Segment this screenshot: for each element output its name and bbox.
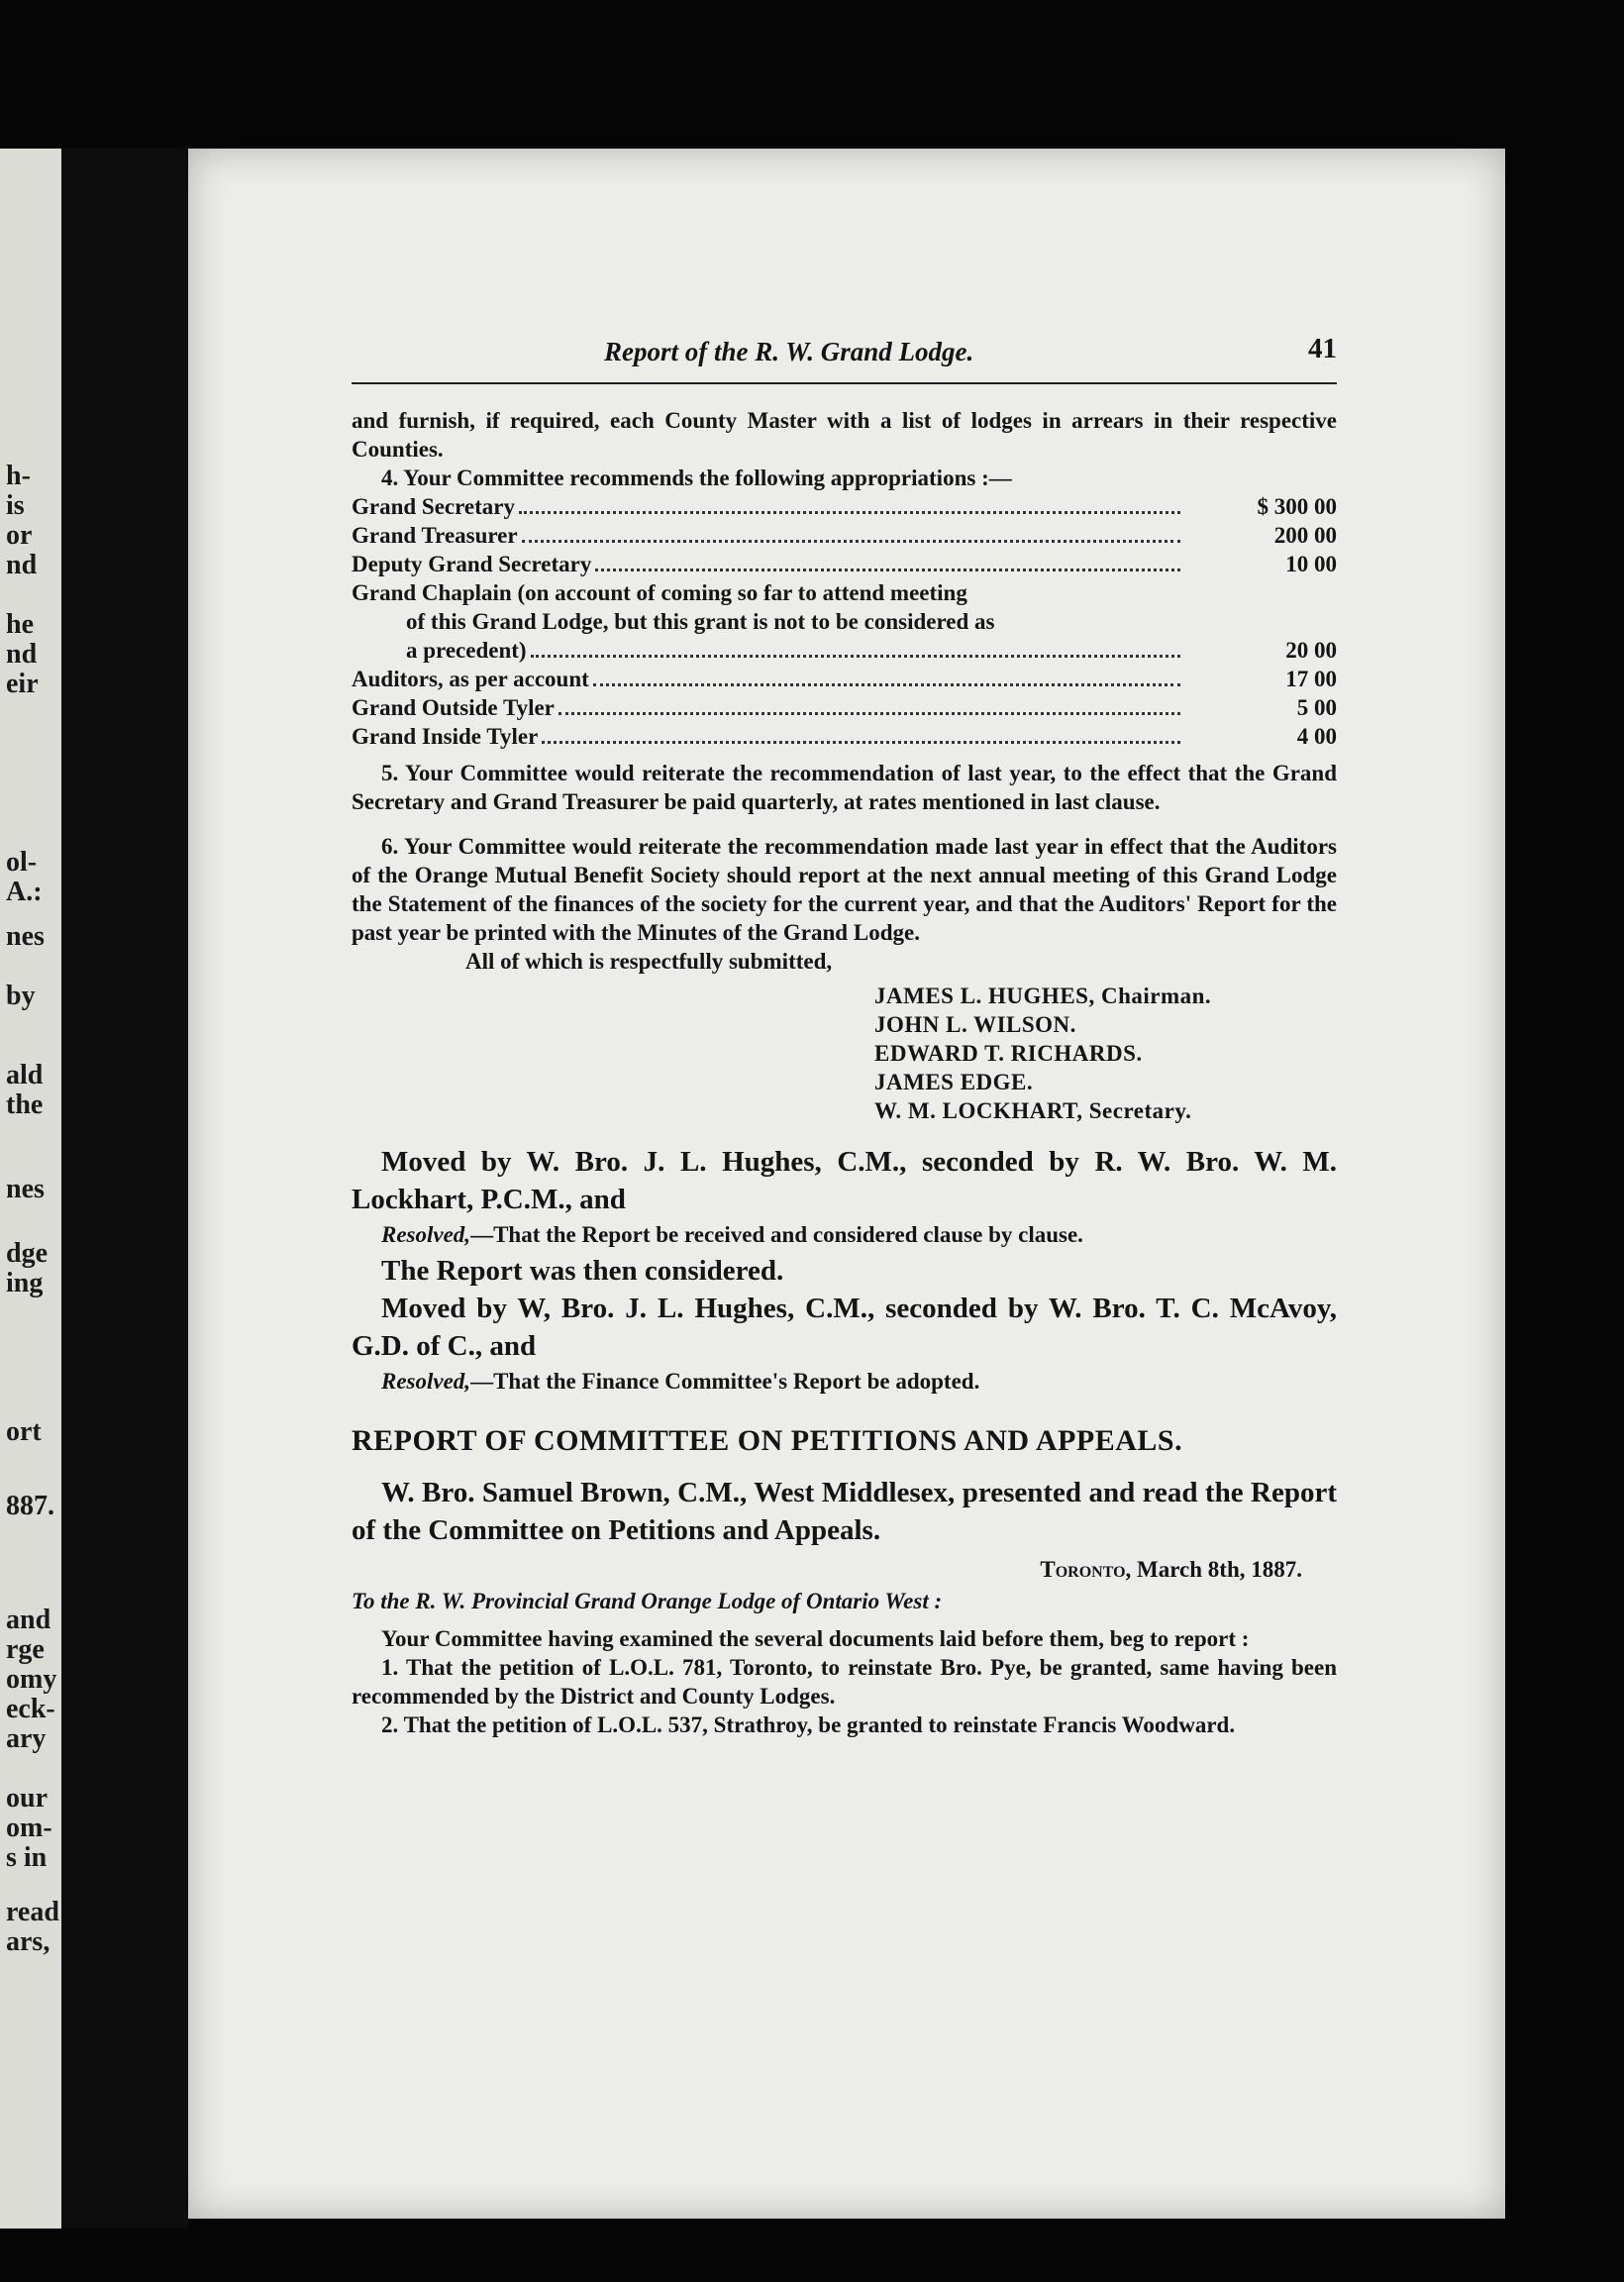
facing-page-fragment: dge — [6, 1238, 48, 1269]
dot-leader — [593, 683, 1180, 686]
signatories — [874, 982, 1337, 1125]
appropriation-label: Deputy Grand Secretary — [352, 552, 592, 576]
appropriation-label: Auditors, as per account — [352, 667, 589, 691]
appropriation-amount: 20 00 — [1285, 638, 1337, 663]
signatory: W. M. LOCKHART, Secretary. — [874, 1098, 1192, 1123]
resolved-lead: Resolved, — [381, 1222, 471, 1247]
dateline-date: March 8th, 1887. — [1137, 1557, 1302, 1582]
motion-2: Moved by W, Bro. J. L. Hughes, C.M., seconded by W. Bro. T. C. McAvoy, G.D. of C., and — [352, 1293, 1337, 1362]
appropriation-amount: 200 00 — [1273, 523, 1337, 548]
appropriation-row — [352, 636, 1337, 665]
facing-page-fragment: ol- — [6, 847, 38, 878]
facing-page-fragment: or — [6, 520, 33, 551]
resolution-1 — [381, 1218, 1337, 1252]
appropriation-row — [352, 693, 1337, 722]
facing-page-fragment: he — [6, 609, 34, 640]
petition-2: 2. That the petition of L.O.L. 537, Strathroy, be granted to reinstate Francis Woodward. — [381, 1712, 1236, 1737]
appropriation-row — [352, 550, 1337, 578]
opening-paragraph: and furnish, if required, each County Master with a list of lodges in arrears in their respective Counties. — [352, 408, 1337, 462]
resolved-text: —That the Finance Committee's Report be adopted. — [470, 1369, 980, 1394]
section-heading: REPORT OF COMMITTEE ON PETITIONS AND APPEALS. — [352, 1424, 1183, 1457]
facing-page-fragment: our — [6, 1783, 48, 1814]
motion-1: Moved by W. Bro. J. L. Hughes, C.M., seconded by R. W. Bro. W. M. Lockhart, P.C.M., and — [352, 1146, 1337, 1215]
petitions-intro: Your Committee having examined the several documents laid before them, beg to report : — [381, 1626, 1250, 1651]
appropriations-list — [352, 492, 1337, 751]
appropriation-amount: $ 300 00 — [1257, 494, 1337, 519]
signatory: JAMES EDGE. — [874, 1070, 1034, 1094]
facing-page-fragment: ald — [6, 1060, 44, 1090]
dot-leader — [595, 569, 1180, 571]
facing-page-fragment: 887. — [6, 1491, 54, 1521]
appropriation-row — [352, 722, 1337, 751]
appropriation-row — [352, 492, 1337, 521]
appropriation-label: Grand Outside Tyler — [352, 695, 555, 720]
facing-page-fragment: ort — [6, 1416, 42, 1447]
dot-leader — [542, 741, 1180, 744]
facing-page-fragment: h- — [6, 461, 31, 491]
facing-page-fragment: s in — [6, 1842, 48, 1873]
signatory: JAMES L. HUGHES, Chairman. — [874, 984, 1212, 1008]
appropriation-amount: 4 00 — [1296, 724, 1337, 749]
page-number: 41 — [1308, 333, 1337, 364]
running-header — [352, 327, 1337, 384]
facing-page-fragment: read — [6, 1897, 59, 1927]
facing-page-fragment: omy — [6, 1664, 57, 1695]
facing-page-fragment: by — [6, 981, 36, 1011]
facing-page-fragment: is — [6, 490, 25, 521]
book-gutter — [61, 149, 188, 2229]
chaplain-line: Grand Chaplain (on account of coming so far to attend meeting — [352, 580, 967, 605]
running-title: Report of the R. W. Grand Lodge. — [604, 337, 974, 366]
facing-page-fragment: ing — [6, 1268, 44, 1298]
facing-page-fragment: nd — [6, 550, 38, 580]
facing-page-fragment: nes — [6, 921, 45, 952]
facing-page-fragment: om- — [6, 1813, 52, 1843]
clause-4: 4. Your Committee recommends the following appropriations :— — [381, 466, 1012, 490]
clause-5: 5. Your Committee would reiterate the recommendation of last year, to the effect that the Grand Secretary and Grand Treasurer be paid quarterly, at rates mentioned in last clause. — [352, 761, 1337, 814]
dot-leader — [519, 511, 1180, 514]
resolved-lead: Resolved, — [381, 1369, 471, 1394]
signatory: JOHN L. WILSON. — [874, 1012, 1076, 1037]
signatory: EDWARD T. RICHARDS. — [874, 1041, 1143, 1066]
appropriation-amount: 17 00 — [1285, 667, 1337, 691]
facing-page-fragment: A.: — [6, 877, 43, 907]
facing-page-fragment: nes — [6, 1174, 45, 1204]
appropriation-row — [352, 521, 1337, 550]
clause-6: 6. Your Committee would reiterate the recommendation made last year in effect that the Auditors of the Orange Mutual Benefit Society should report at the next annual meeting of this Grand Lodge the Statement of the finances of the society for the current year, and that the Auditors' Report for the past year be printed with the Minutes of the Grand Lodge. — [352, 834, 1337, 945]
chaplain-appropriation — [352, 578, 1337, 665]
dateline — [352, 1557, 1302, 1583]
facing-page-fragment: ars, — [6, 1926, 51, 1957]
appropriation-label: Grand Treasurer — [352, 523, 518, 548]
dot-leader — [531, 655, 1180, 658]
appropriation-label: a precedent) — [406, 638, 527, 663]
resolution-2 — [381, 1365, 1337, 1399]
book-page — [188, 149, 1505, 2219]
resolved-text: —That the Report be received and considered clause by clause. — [470, 1222, 1083, 1247]
facing-page-margin — [0, 149, 61, 2229]
appropriation-amount: 10 00 — [1285, 552, 1337, 576]
appropriation-amount: 5 00 — [1296, 695, 1337, 720]
dateline-place: Toronto, — [1040, 1557, 1132, 1582]
appropriation-label: Grand Inside Tyler — [352, 724, 539, 749]
address-line: To the R. W. Provincial Grand Orange Lodge of Ontario West : — [352, 1589, 943, 1613]
dot-leader — [522, 540, 1180, 543]
chaplain-line: of this Grand Lodge, but this grant is not to be considered as — [406, 609, 995, 634]
facing-page-fragment: and — [6, 1605, 51, 1635]
facing-page-fragment: rge — [6, 1634, 45, 1665]
appropriation-row — [352, 665, 1337, 693]
submitted-line: All of which is respectfully submitted, — [465, 949, 833, 974]
facing-page-fragment: ary — [6, 1723, 47, 1754]
petition-1: 1. That the petition of L.O.L. 781, Toronto, to reinstate Bro. Pye, be granted, same having been recommended by the District and County Lodges. — [352, 1655, 1337, 1709]
presented-paragraph: W. Bro. Samuel Brown, C.M., West Middlesex, presented and read the Report of the Committee on Petitions and Appeals. — [352, 1477, 1337, 1546]
facing-page-fragment: the — [6, 1089, 44, 1120]
dot-leader — [558, 712, 1180, 715]
appropriation-label: Grand Secretary — [352, 494, 516, 519]
facing-page-fragment: nd — [6, 639, 38, 670]
considered-line: The Report was then considered. — [381, 1255, 784, 1287]
page-content — [352, 327, 1337, 1739]
facing-page-fragment: eir — [6, 669, 39, 699]
facing-page-fragment: eck- — [6, 1694, 55, 1724]
